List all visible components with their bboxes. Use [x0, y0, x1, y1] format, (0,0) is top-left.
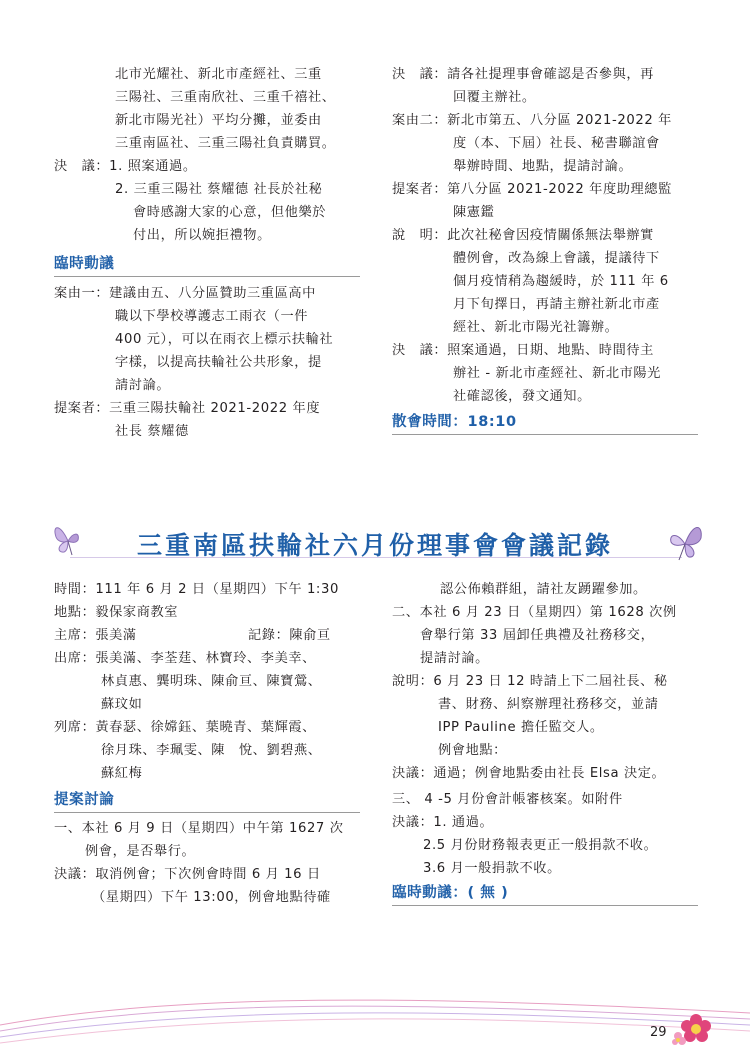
attendees-line: 出席：張美滿、李荃莛、林寶玲、李美幸、 — [54, 651, 316, 666]
text-line: 新北市陽光社）平均分攤，並委由 — [115, 113, 322, 128]
explanation-line: 說 明：此次社秘會因疫情關係無法舉辦實 — [392, 228, 654, 243]
text-line: 月下旬擇日，再請主辦社新北市產 — [453, 297, 660, 312]
resolution-line: 決議：取消例會；下次例會時間 6 月 16 日 — [54, 867, 321, 882]
resolution-line: 決 議：1. 照案通過。 — [54, 159, 197, 174]
adjournment-time: 散會時間：18:10 — [392, 414, 517, 430]
section-heading-proposals: 提案討論 — [54, 792, 115, 808]
text-line: 字樣，以提高扶輪社公共形象，提 — [115, 355, 322, 370]
heading-underline — [392, 434, 698, 435]
text-line: 三陽社、三重南欣社、三重千禧社、 — [115, 90, 336, 105]
text-line: 例會地點： — [438, 743, 507, 758]
butterfly-icon — [665, 518, 705, 562]
text-line: 2. 三重三陽社 蔡耀德 社長於社秘 — [115, 182, 323, 197]
flower-icon — [672, 1010, 720, 1046]
observers-line: 列席：黃春瑟、徐嫦鈺、葉曉青、葉輝霞、 — [54, 720, 316, 735]
text-line: 辦社 - 新北市產經社、新北市陽光 — [453, 366, 661, 381]
text-line: 請討論。 — [115, 378, 171, 393]
extempore-motion-none: 臨時動議：( 無 ) — [392, 885, 509, 901]
explanation-line: 說明：6 月 23 日 12 時請上下二屆社長、秘 — [392, 674, 668, 689]
text-line: 體例會，改為線上會議，提議待下 — [453, 251, 660, 266]
text-line: 北市光耀社、新北市產經社、三重 — [115, 67, 322, 82]
text-line: IPP Pauline 擔任監交人。 — [438, 720, 604, 735]
text-line: 社長 蔡耀德 — [115, 424, 189, 439]
text-line: 書、財務、糾察辦理社務移交，並請 — [438, 697, 659, 712]
text-line: 會時感謝大家的心意，但他樂於 — [133, 205, 327, 220]
text-line: 會舉行第 33 屆卸任典禮及社務移交， — [420, 628, 655, 643]
text-line: 社確認後，發文通知。 — [453, 389, 591, 404]
proposal-line: 案由一：建議由五、八分區贊助三重區高中 — [54, 286, 316, 301]
heading-underline — [54, 812, 360, 813]
text-line: 林貞惠、龔明珠、陳俞亘、陳寶鶯、 — [101, 674, 322, 689]
text-line: 付出，所以婉拒禮物。 — [133, 228, 271, 243]
text-line: 回覆主辦社。 — [453, 90, 536, 105]
text-line: 舉辦時間、地點，提請討論。 — [453, 159, 633, 174]
text-line: 徐月珠、李珮雯、陳 悅、劉碧燕、 — [101, 743, 322, 758]
text-line: 2.5 月份財務報表更正一般捐款不收。 — [423, 838, 658, 853]
heading-underline — [54, 276, 360, 277]
resolution-line: 決議：通過；例會地點委由社長 Elsa 決定。 — [392, 766, 666, 781]
page-number: 29 — [650, 1025, 667, 1040]
text-line: 個月疫情稍為趨緩時，於 111 年 6 — [453, 274, 669, 289]
text-line: 3.6 月一般捐款不收。 — [423, 861, 561, 876]
text-line: 三重南區社、三重三陽社負責購買。 — [115, 136, 336, 151]
meeting-location: 地點：毅保家商教室 — [54, 605, 179, 620]
proposer-line: 提案者：第八分區 2021-2022 年度助理總監 — [392, 182, 672, 197]
text-line: 認公佈賴群組，請社友踴躍參加。 — [440, 582, 647, 597]
resolution-line: 決 議：請各社提理事會確認是否參與，再 — [392, 67, 654, 82]
text-line: 蘇紅梅 — [101, 766, 143, 781]
proposer-line: 提案者：三重三陽扶輪社 2021-2022 年度 — [54, 401, 321, 416]
text-line: 提請討論。 — [420, 651, 489, 666]
proposal-line: 三、 4 -5 月份會計帳審核案。如附件 — [392, 792, 623, 807]
text-line: 度（本、下屆）社長、秘書聯誼會 — [453, 136, 660, 151]
meeting-recorder: 記錄：陳俞亘 — [248, 628, 331, 643]
resolution-line: 決 議：照案通過，日期、地點、時間待主 — [392, 343, 654, 358]
text-line: 陳憲鑑 — [453, 205, 495, 220]
meeting-chair: 主席：張美滿 — [54, 628, 137, 643]
proposal-line: 一、本社 6 月 9 日（星期四）中午第 1627 次 — [54, 821, 344, 836]
proposal-line: 二、本社 6 月 23 日（星期四）第 1628 次例 — [392, 605, 677, 620]
resolution-line: 決議：1. 通過。 — [392, 815, 494, 830]
heading-underline — [392, 905, 698, 906]
text-line: 職以下學校導護志工雨衣（一件 — [115, 309, 309, 324]
text-line: 例會，是否舉行。 — [85, 844, 196, 859]
meeting-time: 時間：111 年 6 月 2 日（星期四）下午 1:30 — [54, 582, 339, 597]
footer-swoosh-decoration — [0, 985, 750, 1061]
text-line: 400 元），可以在雨衣上標示扶輪社 — [115, 332, 334, 347]
proposal-line: 案由二：新北市第五、八分區 2021-2022 年 — [392, 113, 672, 128]
text-line: 經社、新北市陽光社籌辦。 — [453, 320, 619, 335]
section-title: 三重南區扶輪社六月份理事會會議記錄 — [136, 531, 613, 560]
text-line: 蘇玟如 — [101, 697, 143, 712]
text-line: （星期四）下午 13:00，例會地點待確 — [92, 890, 331, 905]
section-heading-extempore: 臨時動議 — [54, 256, 115, 272]
